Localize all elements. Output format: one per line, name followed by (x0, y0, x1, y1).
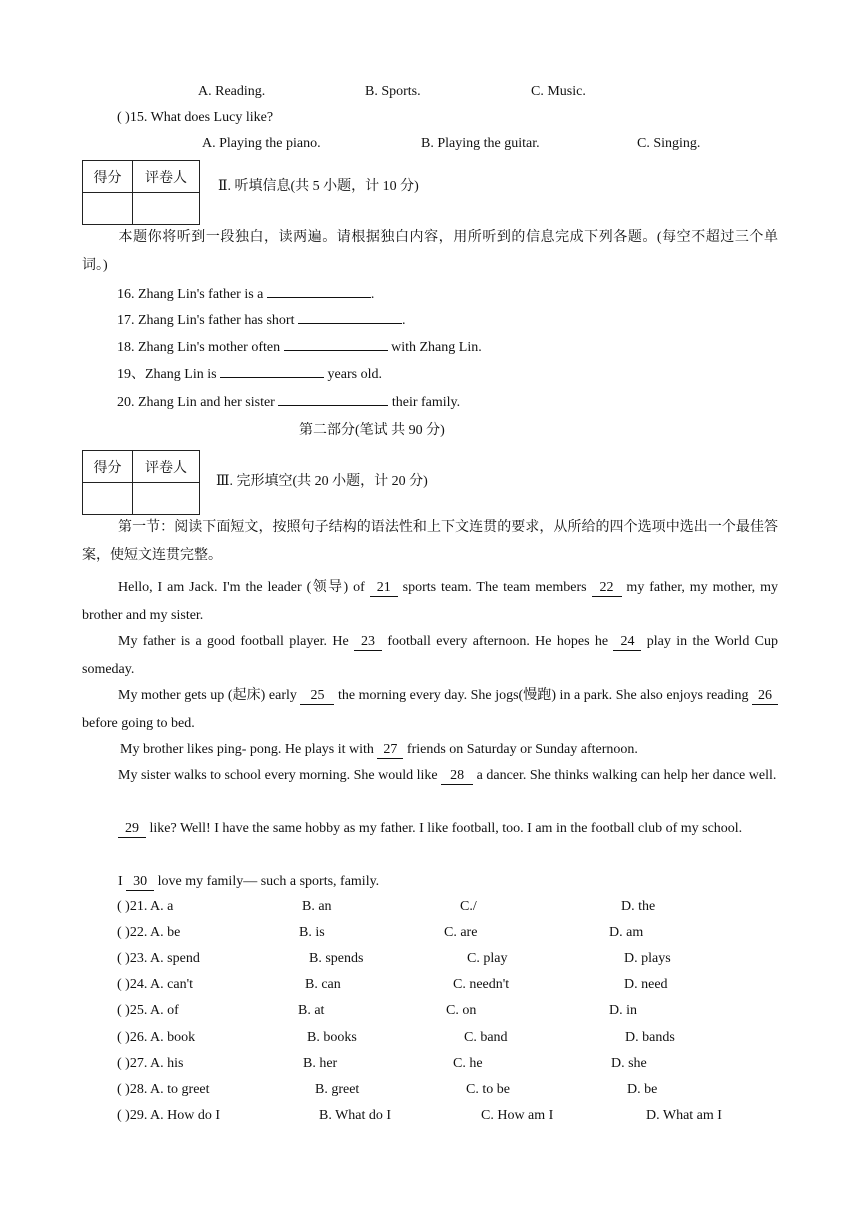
option-b: B. greet (315, 1082, 360, 1097)
listening-item-16: 16. Zhang Lin's father is a . (117, 287, 375, 302)
option-d: D. in (609, 1003, 637, 1018)
answer-paren[interactable]: ( ) (117, 1108, 130, 1123)
cloze-blank: 29 (118, 821, 146, 838)
cloze-blank: 23 (354, 634, 382, 651)
answer-paren[interactable]: ( ) (117, 1082, 130, 1097)
answer-paren[interactable]: ( ) (117, 1003, 130, 1018)
option-c: C./ (460, 899, 477, 914)
option-a: 22. A. be (129, 925, 181, 940)
answer-blank[interactable] (278, 405, 388, 406)
q15-question (117, 108, 273, 128)
option-b: B. books (307, 1030, 357, 1045)
option-b: B. can (305, 977, 341, 992)
answer-paren[interactable]: ( ) (117, 1056, 130, 1071)
answer-blank[interactable] (220, 377, 324, 378)
answer-blank[interactable] (298, 323, 402, 324)
option-c: C. play (467, 951, 508, 966)
q15-option-c: C. Singing. (637, 136, 701, 151)
passage-paragraph-6: 29 like? Well! I have the same hobby as my father. I like football, too. I am in the football club of my school. (82, 815, 778, 843)
listening-item-19: 19、Zhang Lin is years old. (117, 367, 382, 382)
option-c: C. How am I (481, 1108, 554, 1123)
grader-cell (133, 483, 200, 515)
option-b: B. an (302, 899, 332, 914)
answer-paren: ( ) (117, 110, 130, 125)
score-cell (83, 483, 133, 515)
option-b: B. her (303, 1056, 338, 1071)
q15-option-b: B. Playing the guitar. (421, 136, 540, 151)
score-box-section2 (82, 160, 200, 225)
answer-blank[interactable] (267, 297, 371, 298)
cloze-blank: 27 (377, 742, 403, 759)
grader-label: 评卷人 (133, 161, 200, 193)
cloze-blank: 26 (752, 688, 778, 705)
answer-paren[interactable]: ( ) (117, 977, 130, 992)
answer-paren[interactable]: ( ) (117, 925, 130, 940)
section3-instruction: 第一节：阅读下面短文，按照句子结构的语法性和上下文连贯的要求，从所给的四个选项中选出一个最佳答案，使短文连贯完整。 (82, 520, 778, 563)
q15-option-a: A. Playing the piano. (202, 136, 321, 151)
score-label: 得分 (83, 161, 133, 193)
option-a: 29. A. How do I (129, 1108, 221, 1123)
option-a: 26. A. book (129, 1030, 196, 1045)
listening-item-20: 20. Zhang Lin and her sister their family. (117, 395, 461, 410)
option-d: D. be (627, 1082, 658, 1097)
option-b: B. at (298, 1003, 325, 1018)
score-label: 得分 (83, 451, 133, 483)
cloze-blank: 30 (126, 874, 154, 891)
section3-title: Ⅲ. 完形填空(共 20 小题，计 20 分) (216, 474, 428, 489)
answer-paren[interactable]: ( ) (117, 899, 130, 914)
option-c: C. band (464, 1030, 508, 1045)
grader-label: 评卷人 (133, 451, 200, 483)
passage-paragraph-3: My mother gets up (起床) early 25 the morning every day. She jogs(慢跑) in a park. She also enjoys reading 26 before going to bed. (82, 682, 778, 738)
answer-paren[interactable]: ( ) (117, 1030, 130, 1045)
option-d: D. plays (624, 951, 671, 966)
cloze-blank: 21 (370, 580, 398, 597)
option-a: 23. A. spend (129, 951, 200, 966)
passage-paragraph-5: My sister walks to school every morning. She would like 28 a dancer. She thinks walking can help her dance well. (118, 768, 777, 783)
passage-paragraph-4: My brother likes ping- pong. He plays it with 27 friends on Saturday or Sunday afternoon. (120, 742, 638, 757)
passage-paragraph-7: I 30 love my family— such a sports, family. (118, 874, 380, 889)
section2-title: Ⅱ. 听填信息(共 5 小题，计 10 分) (218, 179, 419, 194)
q15-text: 15. What does Lucy like? (129, 110, 274, 125)
q14-option-b: B. Sports. (365, 84, 421, 99)
cloze-blank: 25 (300, 688, 334, 705)
option-d: D. she (611, 1056, 647, 1071)
option-c: C. needn't (453, 977, 510, 992)
option-d: D. bands (625, 1030, 675, 1045)
passage-paragraph-2: My father is a good football player. He 23 football every afternoon. He hopes he 24 play in the World Cup someday. (82, 634, 779, 677)
option-c: C. on (446, 1003, 477, 1018)
option-c: C. to be (466, 1082, 510, 1097)
option-c: C. are (444, 925, 478, 940)
grader-cell (133, 193, 200, 225)
option-a: 25. A. of (129, 1003, 179, 1018)
listening-item-17: 17. Zhang Lin's father has short . (117, 313, 406, 328)
option-c: C. he (453, 1056, 483, 1071)
cloze-blank: 28 (441, 768, 473, 785)
option-d: D. need (624, 977, 668, 992)
option-a: 21. A. a (129, 899, 174, 914)
option-a: 28. A. to greet (129, 1082, 210, 1097)
cloze-blank: 24 (613, 634, 641, 651)
option-a: 27. A. his (129, 1056, 184, 1071)
q14-option-a: A. Reading. (198, 84, 266, 99)
passage-paragraph-1: Hello, I am Jack. I'm the leader (领导) of 21 sports team. The team members 22 my father, my mother, my brother and my sister. (82, 580, 778, 623)
option-b: B. is (299, 925, 325, 940)
option-b: B. spends (309, 951, 364, 966)
option-a: 24. A. can't (129, 977, 194, 992)
answer-paren[interactable]: ( ) (117, 951, 130, 966)
section2-instruction: 本题你将听到一段独白，读两遍。请根据独白内容，用所听到的信息完成下列各题。(每空不超过三个单词。) (82, 230, 778, 273)
part2-heading: 第二部分(笔试 共 90 分) (299, 423, 445, 438)
listening-item-18: 18. Zhang Lin's mother often with Zhang Lin. (117, 340, 482, 355)
q14-option-c: C. Music. (531, 84, 586, 99)
answer-blank[interactable] (284, 350, 388, 351)
option-d: D. the (621, 899, 656, 914)
score-box-section3 (82, 450, 200, 515)
score-cell (83, 193, 133, 225)
cloze-blank: 22 (592, 580, 622, 597)
option-d: D. What am I (646, 1108, 722, 1123)
option-b: B. What do I (319, 1108, 392, 1123)
option-d: D. am (609, 925, 644, 940)
